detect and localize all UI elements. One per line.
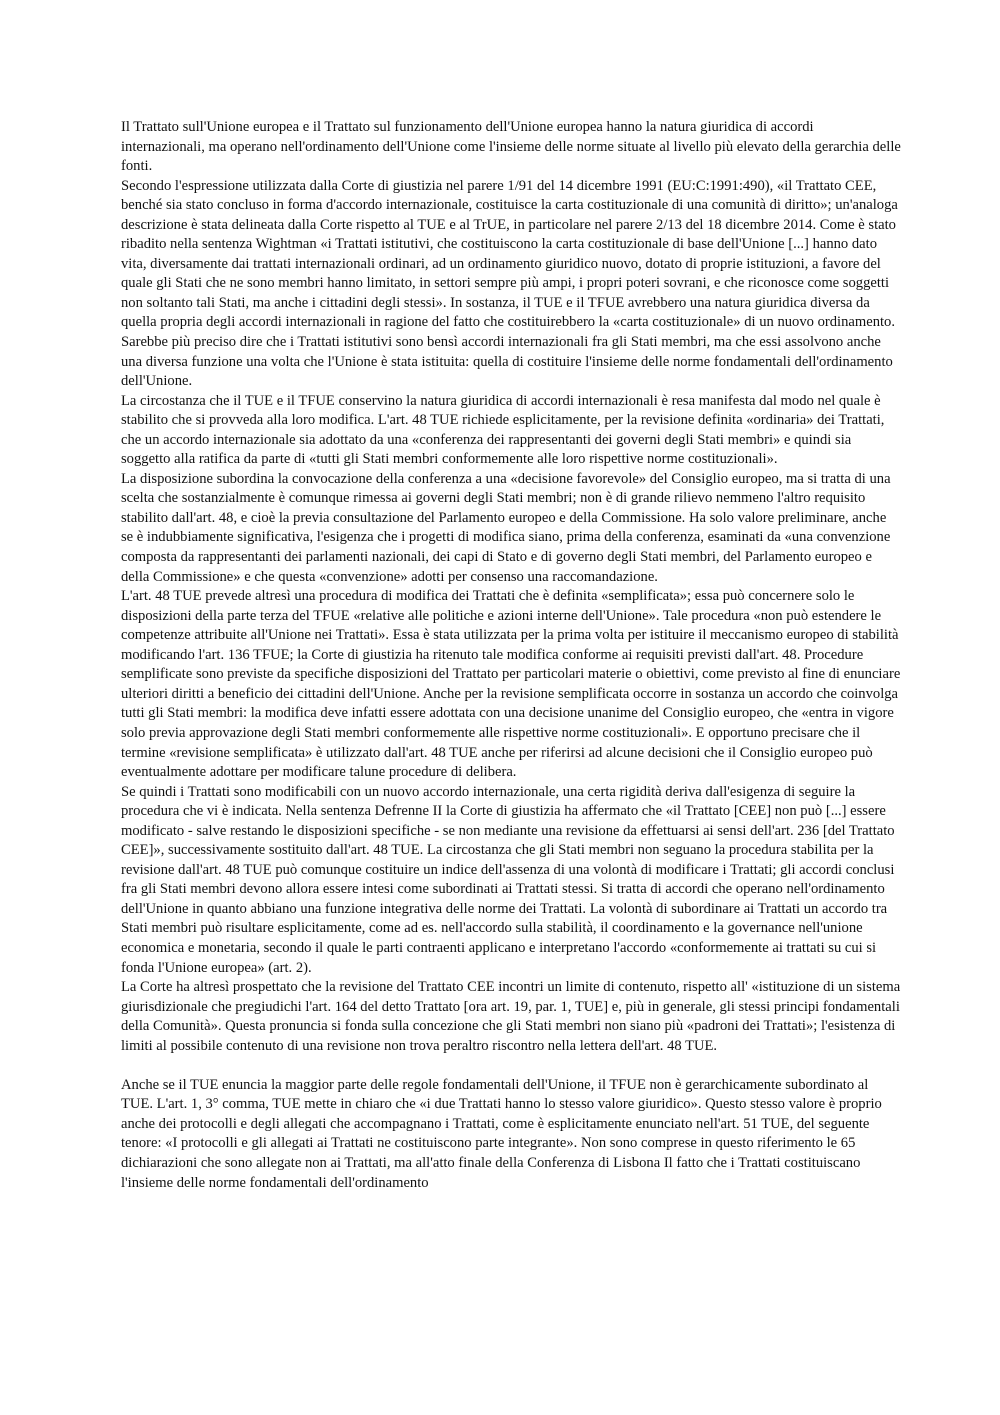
paragraph: L'art. 48 TUE prevede altresì una procedura di modifica dei Trattati che è definita «semplificata»; essa può concernere solo le disposizioni della parte terza del TFUE «relative alle politiche e azioni interne dell'Unione». Tale procedura «non può estendere le competenze attribuite all'Unione nei Trattati». Essa è stata utilizzata per la prima volta per istituire il meccanismo europeo di stabilità modificando l'art. 136 TFUE; la Corte di giustizia ha ritenuto tale modifica conforme ai requisiti previsti dall'art. 48. Procedure semplificate sono previste da specifiche disposizioni del Trattato per particolari materie o obiettivi, come previsto al fine di enunciare ulteriori diritti a beneficio dei cittadini dell'Unione. Anche per la revisione semplificata occorre in sostanza un accordo che coinvolga tutti gli Stati membri: la modifica deve infatti essere adottata con una decisione unanime del Consiglio europeo, che «entra in vigore solo previa approvazione degli Stati membri conformemente alle rispettive norme costituzionali». E opportuno precisare che il termine «revisione semplificata» è utilizzato dall'art. 48 TUE anche per riferirsi ad alcune decisioni che il Consiglio europeo può eventualmente adottare per modificare talune procedure di delibera.: [121, 588, 901, 781]
paragraph: Il Trattato sull'Unione europea e il Trattato sul funzionamento dell'Unione europea hanno la natura giuridica di accordi internazionali, ma operano nell'ordinamento dell'Unione come l'insieme delle norme situate al livello più elevato della gerarchia delle fonti.: [121, 119, 901, 175]
paragraph: La disposizione subordina la convocazione della conferenza a una «decisione favorevole» del Consiglio europeo, ma si tratta di una scelta che sostanzialmente è comunque rimessa ai governi degli Stati membri; non è di grande rilievo nemmeno l'altro requisito stabilito dall'art. 48, e cioè la previa consultazione del Parlamento europeo e della Commissione. Ha solo valore preliminare, anche se è indubbiamente significativa, l'esigenza che i progetti di modifica siano, prima della conferenza, esaminati da «una convenzione composta da rappresentanti dei parlamenti nazionali, dei capi di Stato e di governo degli Stati membri, del Parlamento europeo e della Commissione» e che questa «convenzione» adotti per consenso una raccomandazione.: [121, 470, 891, 585]
paragraph: Secondo l'espressione utilizzata dalla Corte di giustizia nel parere 1/91 del 14 dicembre 1991 (EU:C:1991:490), «il Trattato CEE, benché sia stato concluso in forma d'accordo internazionale, costituisce la carta costituzionale di una comunità di diritto»; un'analoga descrizione è stata delineata dalla Corte rispetto al TUE e al TrUE, in particolare nel parere 2/13 del 18 dicembre 2014. Come è stato ribadito nella sentenza Wightman «i Trattati istitutivi, che costituiscono la carta costituzionale di base dell'Unione [...] hanno dato vita, diversamente dai trattati internazionali ordinari, ad un ordinamento giuridico nuovo, dotato di proprie istituzioni, a favore del quale gli Stati che ne sono membri hanno limitato, in settori sempre più ampi, i propri poteri sovrani, e che riconosce come soggetti non soltanto tali Stati, ma anche i cittadini degli stessi». In sostanza, il TUE e il TFUE avrebbero una natura giuridica diversa da quella propria degli accordi internazionali in ragione del fatto che costituirebbero la «carta costituzionale» di un nuovo ordinamento. Sarebbe più preciso dire che i Trattati istitutivi sono bensì accordi internazionali fra gli Stati membri, ma che essi assolvono anche una diversa funzione una volta che l'Unione è stata istituita: quella di costituire l'insieme delle norme fondamentali dell'ordinamento dell'Unione.: [121, 177, 898, 390]
paragraph: Se quindi i Trattati sono modificabili con un nuovo accordo internazionale, una certa rigidità deriva dall'esigenza di seguire la procedura che vi è indicata. Nella sentenza Defrenne II la Corte di giustizia ha affermato che «il Trattato [CEE] non può [...] essere modificato - salve restando le disposizioni specifiche - se non mediante una revisione da effettuarsi ai sensi dell'art. 236 [del Trattato CEE]», successivamente sostituito dall'art. 48 TUE. La circostanza che gli Stati membri non seguano la procedura stabilita per la revisione dall'art. 48 TUE può comunque costituire un indice dell'assenza di una volontà di modificare i Trattati; gli accordi conclusi fra gli Stati membri devono allora essere intesi come subordinati ai Trattati stessi. Si tratta di accordi che operano nell'ordinamento dell'Unione in quanto abbiano una funzione integrativa delle norme dei Trattati. La volontà di subordinare ai Trattati un accordo tra Stati membri può risultare esplicitamente, come ad es. nell'accordo sulla stabilità, il coordinamento e la governance nell'unione economica e monetaria, secondo il quale le parti contraenti applicano e interpretano l'accordo «conformemente ai trattati su cui si fonda l'Unione europea» (art. 2).: [121, 783, 895, 976]
document-body: [121, 118, 901, 1193]
paragraph: La circostanza che il TUE e il TFUE conservino la natura giuridica di accordi internazionali è resa manifesta dal modo nel quale è stabilito che si provveda alla loro modifica. L'art. 48 TUE richiede esplicitamente, per la revisione definita «ordinaria» dei Trattati, che un accordo internazionale sia adottato da una «conferenza dei rappresentanti dei governi degli Stati membri» e quindi sia soggetto alla ratifica da parte di «tutti gli Stati membri conformemente alle loro rispettive norme costituzionali».: [121, 392, 885, 468]
final-paragraph: Anche se il TUE enuncia la maggior parte delle regole fondamentali dell'Unione, il TFUE non è gerarchicamente subordinato al TUE. L'art. 1, 3° comma, TUE mette in chiaro che «i due Trattati hanno lo stesso valore giuridico». Questo stesso valore è proprio anche dei protocolli e degli allegati che accompagnano i Trattati, come è esplicitamente enunciato nell'art. 51 TUE, del seguente tenore: «I protocolli e gli allegati ai Trattati ne costituiscono parte integrante». Non sono comprese in questo riferimento le 65 dichiarazioni che sono allegate non ai Trattati, ma all'atto finale della Conferenza di Lisbona Il fatto che i Trattati costituiscano l'insieme delle norme fondamentali dell'ordinamento: [121, 1076, 882, 1191]
paragraph: La Corte ha altresì prospettato che la revisione del Trattato CEE incontri un limite di contenuto, rispetto all' «istituzione di un sistema giurisdizionale che pregiudichi l'art. 164 del detto Trattato [ora art. 19, par. 1, TUE] e, più in generale, gli stessi principi fondamentali della Comunità». Questa pronuncia si fonda sulla concezione che gli Stati membri non siano più «padroni dei Trattati»; l'esistenza di limiti al possibile contenuto di una revisione non trova peraltro riscontro nella lettera dell'art. 48 TUE.: [121, 979, 901, 1054]
